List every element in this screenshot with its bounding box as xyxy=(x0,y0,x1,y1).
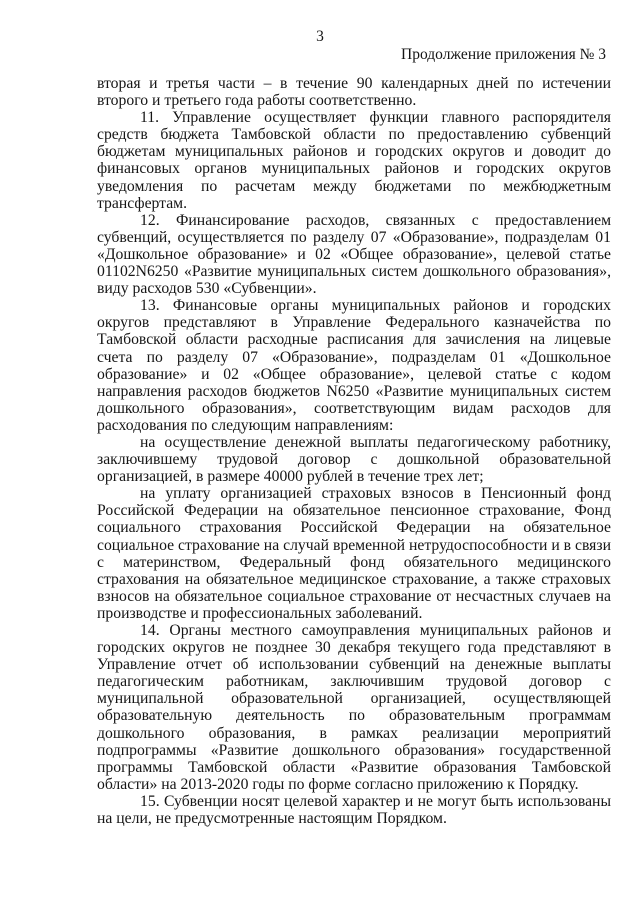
paragraph-13: 13. Финансовые органы муниципальных районов и городских округов представляют в Управление Федерального казначейства по Тамбовской области расходные расписания для зачисления на лицевые счета по разделу 07 «Образование», подразделам 01 «Дошкольное образование» и 02 «Общее образование», целевой статье с кодом направления расходов бюджетов N6250 «Развитие муниципальных систем дошкольного образования», соответствующим видам расходов для расходования по следующим направлениям: xyxy=(97,297,611,434)
paragraph-15: 15. Субвенции носят целевой характер и не могут быть использованы на цели, не предусмотренные настоящим Порядком. xyxy=(97,792,611,828)
document-body xyxy=(97,75,611,827)
paragraph-13-item-insurance: на уплату организацией страховых взносов в Пенсионный фонд Российской Федерации на обязательное пенсионное страхование, Фонд социального страхования Российской Федерации на обязательное социальное страхование на случай временной нетрудоспособности и в связи с материнством, Федеральный фонд обязательного медицинского страхования на обязательное медицинское страхование, а также страховых взносов на обязательное социальное страхование от несчастных случаев на производстве и профессиональных заболеваний. xyxy=(97,485,611,622)
appendix-continuation-note: Продолжение приложения № 3 xyxy=(401,46,606,63)
paragraph-14: 14. Органы местного самоуправления муниципальных районов и городских округов не позднее 30 декабря текущего года представляют в Управление отчет об использовании субвенций на денежные выплаты педагогическим работникам, заключившим трудовой договор с муниципальной образовательной организацией, осуществляющей образовательную деятельность по образовательным программам дошкольного образования, в рамках реализации мероприятий подпрограммы «Развитие дошкольного образования» государственной программы Тамбовской области «Развитие образования Тамбовской области» на 2013-2020 годы по форме согласно приложению к Порядку. xyxy=(97,622,611,793)
paragraph: вторая и третья части – в течение 90 календарных дней по истечении второго и третьего года работы соответственно. xyxy=(97,75,611,110)
paragraph-13-item-payment: на осуществление денежной выплаты педагогическому работнику, заключившему трудовой договор с дошкольной образовательной организацией, в размере 40000 рублей в течение трех лет; xyxy=(97,433,611,486)
page-number: 3 xyxy=(316,28,324,45)
paragraph-12: 12. Финансирование расходов, связанных с предоставлением субвенций, осуществляется по разделу 07 «Образование», подразделам 01 «Дошкольное образование» и 02 «Общее образование», целевой статье 01102N6250 «Развитие муниципальных систем дошкольного образования», виду расходов 530 «Субвенции». xyxy=(97,211,611,298)
paragraph-11: 11. Управление осуществляет функции главного распорядителя средств бюджета Тамбовской области по предоставлению субвенций бюджетам муниципальных районов и городских округов и доводит до финансовых органов муниципальных районов и городских округов уведомления по расчетам между бюджетами по межбюджетным трансфертам. xyxy=(97,109,611,212)
